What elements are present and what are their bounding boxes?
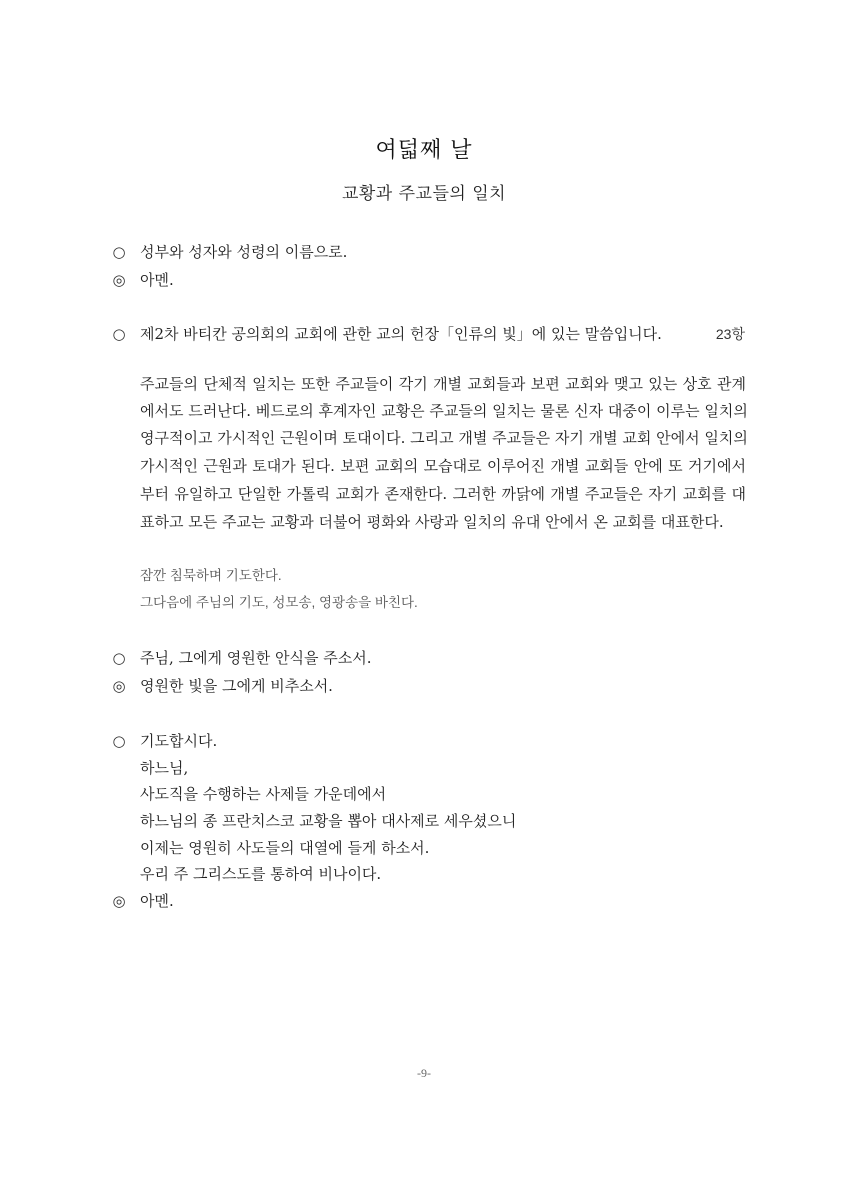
- reading-line: 주교들의 단체적 일치는 또한 주교들이 각기 개별 교회들과 보편 교회와 맺고 있는 상호 관계: [140, 375, 746, 393]
- reading-intro: 제2차 바티칸 공의회의 교회에 관한 교의 헌장「인류의 빛」에 있는 말씀입니다.: [140, 325, 662, 343]
- priest-marker: ○: [112, 732, 126, 750]
- people-marker: ◎: [112, 677, 126, 695]
- versicle-answer: 영원한 빛을 그에게 비추소서.: [140, 677, 333, 695]
- collect-line: 우리 주 그리스도를 통하여 비나이다.: [140, 865, 382, 883]
- collect-line: 하느님,: [140, 759, 189, 777]
- page-number: -9-: [417, 1066, 431, 1080]
- opening-response: 아멘.: [140, 271, 174, 289]
- opening-invocation: 성부와 성자와 성령의 이름으로.: [140, 243, 348, 261]
- collect-line: 사도직을 수행하는 사제들 가운데에서: [140, 785, 387, 803]
- rubric-prayers: 그다음에 주님의 기도, 성모송, 영광송을 바친다.: [140, 595, 418, 610]
- collect-intro: 기도합시다.: [140, 732, 218, 750]
- people-marker: ◎: [112, 892, 126, 910]
- reading-line: 가시적인 근원과 토대가 된다. 보편 교회의 모습대로 이루어진 개별 교회들 안에 또 거기에서: [140, 457, 746, 475]
- reading-line: 부터 유일하고 단일한 가톨릭 교회가 존재한다. 그러한 까닭에 개별 주교들은 자기 교회를 대: [140, 485, 746, 503]
- page-title: 여덟째 날: [375, 138, 473, 163]
- collect-line: 하느님의 종 프란치스코 교황을 뽑아 대사제로 세우셨으니: [140, 812, 517, 830]
- priest-marker: ○: [112, 325, 126, 343]
- people-marker: ◎: [112, 271, 126, 289]
- versicle-call: 주님, 그에게 영원한 안식을 주소서.: [140, 649, 372, 667]
- collect-line: 이제는 영원히 사도들의 대열에 들게 하소서.: [140, 839, 430, 857]
- rubric-silence: 잠깐 침묵하며 기도한다.: [140, 568, 282, 583]
- collect-response: 아멘.: [140, 892, 174, 910]
- reading-line: 표하고 모든 주교는 교황과 더불어 평화와 사랑과 일치의 유대 안에서 온 교회를 대표한다.: [140, 513, 724, 531]
- reading-line: 에서도 드러난다. 베드로의 후계자인 교황은 주교들의 일치는 물론 신자 대중이 이루는 일치의: [140, 402, 748, 420]
- reading-reference: 23항: [715, 326, 745, 342]
- priest-marker: ○: [112, 243, 126, 261]
- priest-marker: ○: [112, 649, 126, 667]
- page-subtitle: 교황과 주교들의 일치: [341, 184, 507, 204]
- reading-line: 영구적이고 가시적인 근원이며 토대이다. 그리고 개별 주교들은 자기 개별 교회 안에서 일치의: [140, 429, 748, 447]
